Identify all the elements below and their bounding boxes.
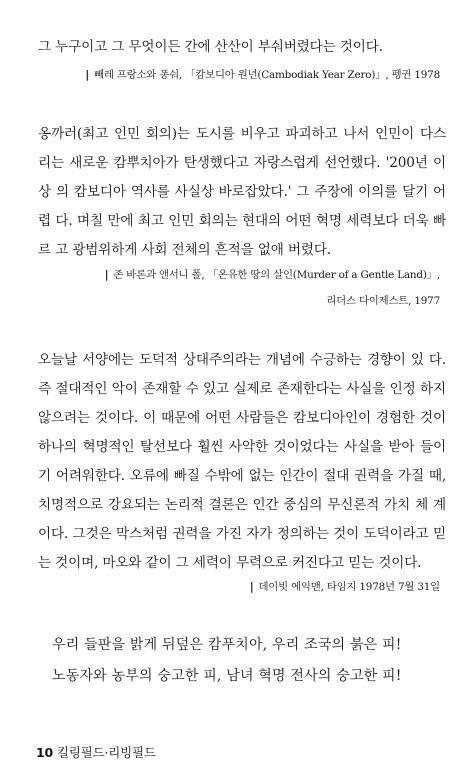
quote2-source-line2: [326, 294, 440, 309]
quote2-line: 고 광범위하게 사회 전체의 흔적을 없애 버렸다.: [55, 242, 332, 258]
source-marker: |: [85, 69, 89, 81]
quote2-source-text: 존 바론과 앤서니 폴, 「온유한 땅의 살인(Murder of a Gentle Land)」,: [113, 269, 440, 281]
quote2-line: 리는 새로운 캄뿌치아가 탄생했다고 자랑스럽게 선언했다. '200년 이상: [38, 155, 446, 200]
quote3-line: 계이다. 그것은 막스처럼 권력을 가진 자가 정의하는 것이 도덕이라고: [38, 497, 447, 542]
poem-line-1: 우리 들판을 밝게 뒤덮은 캄푸치아, 우리 조국의 붉은 피!: [52, 637, 402, 653]
source-marker: |: [249, 581, 254, 593]
quote1-source-text: 빼레 프랑소와 퐁숴, 「캄보디아 원년(Cambodiak Year Zero)」, 펭귄 1978: [94, 69, 440, 81]
quote3-text: [38, 346, 446, 578]
quote3-source: [250, 580, 440, 595]
quote3-line: 다. 즉 절대적인 악이 존재할 수 있고 실제로 존재한다는 사실을 인정: [38, 352, 446, 397]
page-number: 10: [36, 745, 53, 760]
quote2-text: [38, 120, 446, 265]
book-title: 킬링필드·리빙필드: [57, 745, 156, 760]
quote2-source: [105, 268, 440, 283]
source-marker: |: [104, 269, 109, 281]
quote3-line: 들이기 어려워한다. 오류에 빠질 수밖에 없는 인간이 절대 권력을 가질: [38, 439, 447, 484]
quote3-line: 하지 않으려는 것이다. 이 때문에 어떤 사람들은 캄보디아인이 경험한: [38, 381, 446, 426]
quote3-line: 때, 치명적으로 강요되는 논리적 결론은 인간 중심의 무신론적 가치 체: [38, 468, 447, 513]
quote3-source-text: 데이빗 에익맨, 타임지 1978년 7월 31일: [258, 581, 440, 593]
quote3-line: 믿는 것이며, 마오와 같이 그 세력이 무력으로 커진다고 믿는 것이다.: [38, 526, 446, 571]
quote1-text: [38, 33, 446, 62]
quote3-line: 오늘날 서양에는 도덕적 상대주의라는 개념에 수긍하는 경향이 있: [38, 352, 424, 368]
quote2-line: 의 캄보디아 역사를 사실상 바로잡았다.' 그 주장에 이의를 달기 어렵: [38, 184, 446, 229]
quote2-line: 옹까러(최고 인민 회의)는 도시를 비우고 파괴하고 나서 인민이 다스: [38, 126, 446, 142]
page-footer: [36, 743, 156, 761]
poem-line-2: 노동자와 농부의 숭고한 피, 남녀 혁명 전사의 숭고한 피!: [52, 668, 402, 684]
quote2-line: 다. 며칠 만에 최고 인민 회의는 현대의 어떤 혁명 세력보다 더욱 빠르: [38, 213, 447, 258]
quote3-line: 것이 하나의 혁명적인 탈선보다 훨씬 사악한 것이었다는 사실을 받아: [38, 410, 447, 455]
quote2-source-publisher: 리더스 다이제스트, 1977: [326, 295, 440, 307]
quote1-line: 그 누구이고 그 무엇이든 간에 산산이 부숴버렸다는 것이다.: [38, 39, 383, 55]
quote1-source: [85, 68, 440, 83]
